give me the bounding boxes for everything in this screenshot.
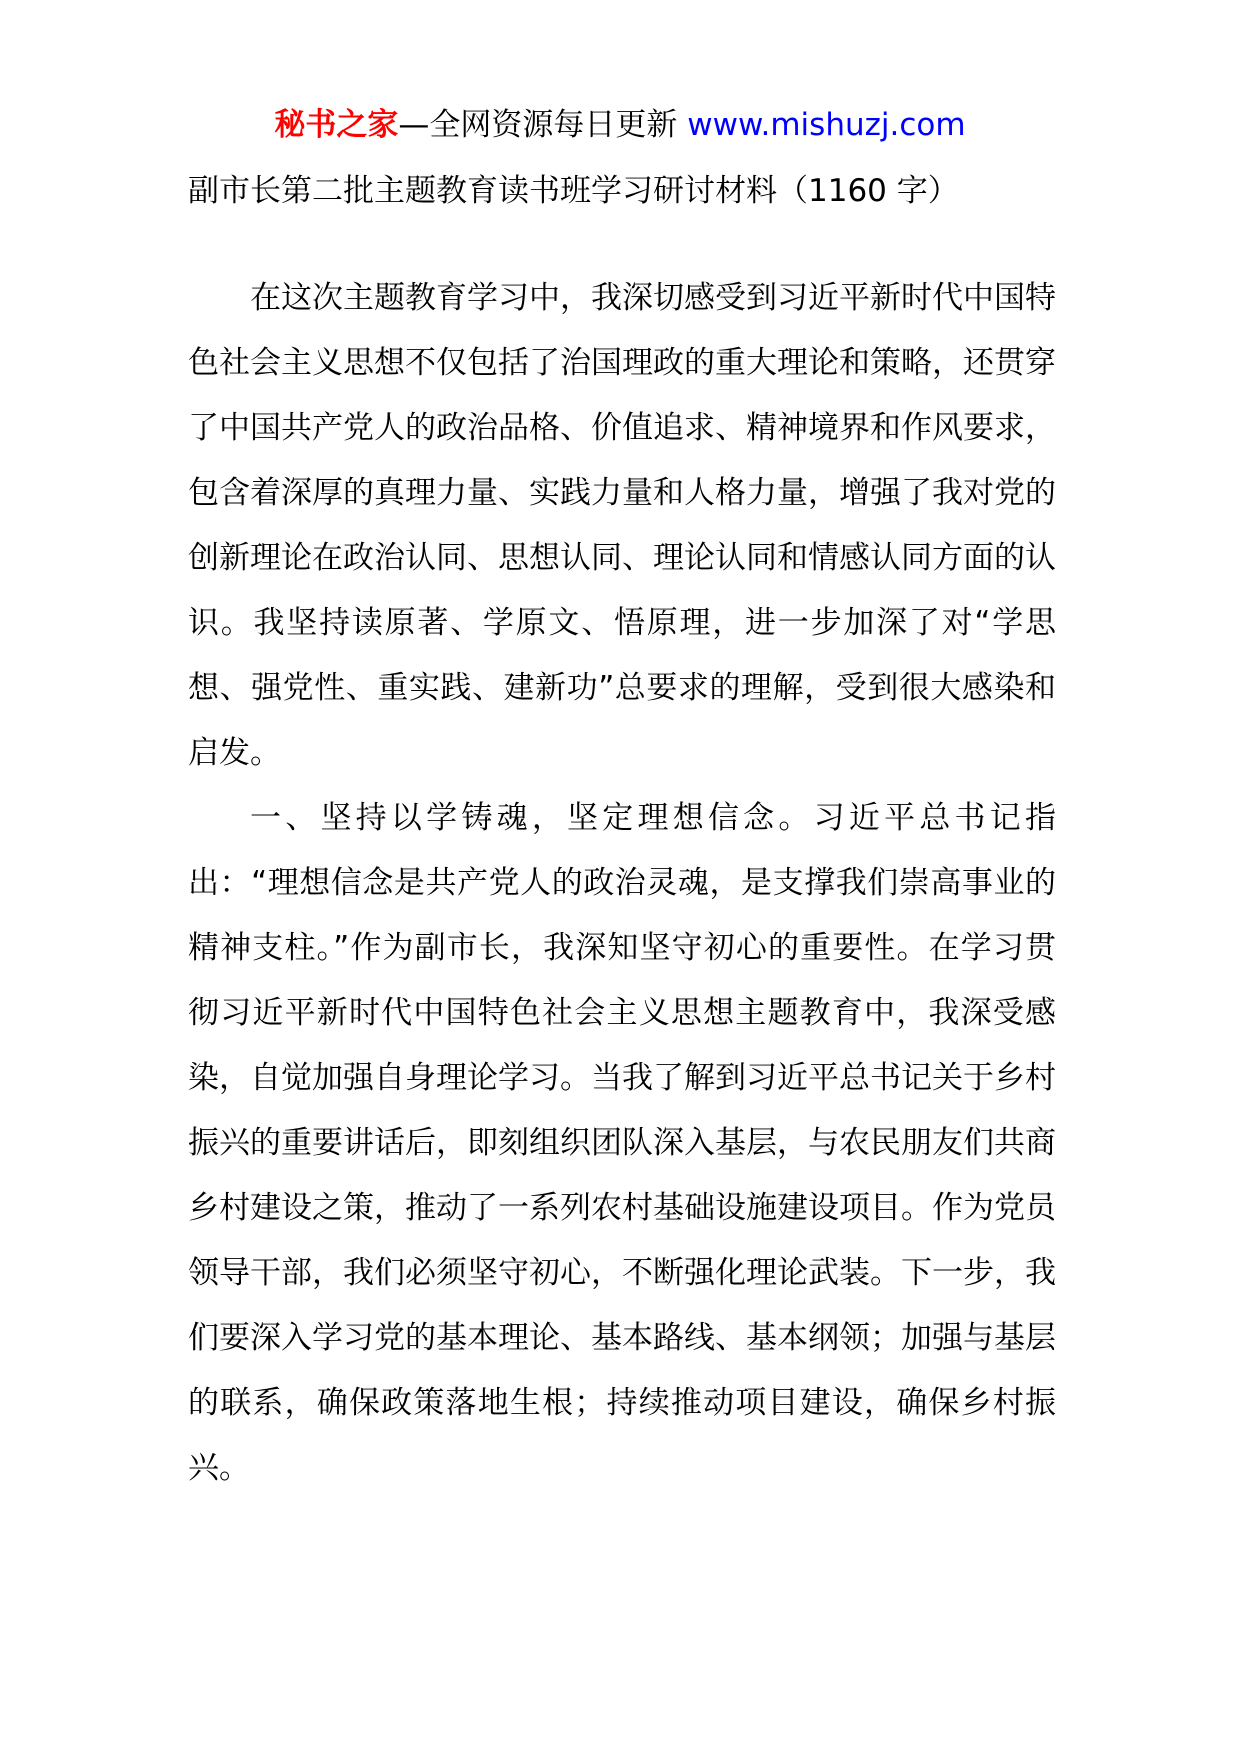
document-body <box>188 266 1056 1501</box>
document-title: 副市长第二批主题教育读书班学习研讨材料（1160 字） <box>188 173 959 209</box>
header-tagline: —全网资源每日更新 <box>398 107 688 143</box>
brand-name: 秘书之家 <box>274 107 399 143</box>
body-paragraph: 一、坚持以学铸魂，坚定理想信念。习近平总书记指出：“理想信念是共产党人的政治灵魂，是支撑我们崇高事业的精神支柱。”作为副市长，我深知坚守初心的重要性。在学习贯彻习近平新时代中国特色社会主义思想主题教育中，我深受感染，自觉加强自身理论学习。当我了解到习近平总书记关于乡村振兴的重要讲话后，即刻组织团队深入基层，与农民朋友们共商乡村建设之策，推动了一系列农村基础设施建设项目。作为党员领导干部，我们必须坚守初心，不断强化理论武装。下一步，我们要深入学习党的基本理论、基本路线、基本纲领；加强与基层的联系，确保政策落地生根；持续推动项目建设，确保乡村振兴。 <box>188 800 1056 1486</box>
site-url-link[interactable]: www.mishuzj.com <box>687 107 966 143</box>
site-header <box>0 100 1240 150</box>
body-paragraph: 在这次主题教育学习中，我深切感受到习近平新时代中国特色社会主义思想不仅包括了治国理政的重大理论和策略，还贯穿了中国共产党人的政治品格、价值追求、精神境界和作风要求，包含着深厚的真理力量、实践力量和人格力量，增强了我对党的创新理论在政治认同、思想认同、理论认同和情感认同方面的认识。我坚持读原著、学原文、悟原理，进一步加深了对“学思想、强党性、重实践、建新功”总要求的理解，受到很大感染和启发。 <box>188 280 1056 771</box>
